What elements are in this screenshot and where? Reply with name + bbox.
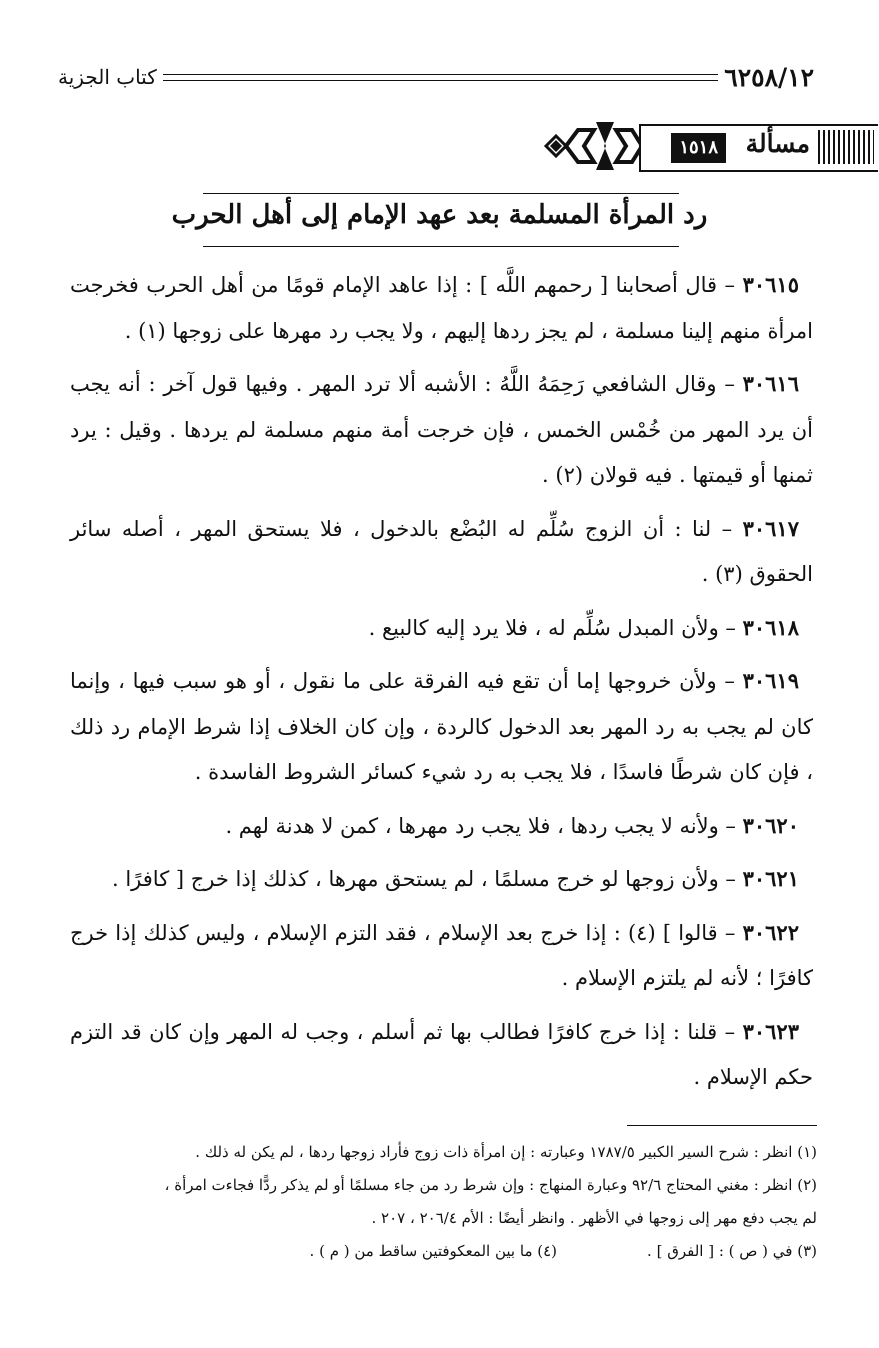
body-text <box>70 262 813 1108</box>
banner-bars <box>818 130 874 164</box>
title-rule-bottom <box>203 246 679 247</box>
paragraph-number: ٣٠٦٢٠ <box>742 812 799 838</box>
footnote-3: (٣) في ( ص ) : [ الفرق ] . <box>647 1242 817 1260</box>
paragraph: ٣٠٦٢٣ – قلنا : إذا خرج كافرًا فطالب بها ثم أسلم ، وجب له المهر وإن كان قد التزم حكم الإسلام . <box>70 1018 813 1089</box>
book-title: كتاب الجزية <box>58 65 157 89</box>
paragraph-number: ٣٠٦١٩ <box>742 668 799 693</box>
paragraph-number: ٣٠٦١٦ <box>742 371 799 396</box>
paragraph-text: ولأن زوجها لو خرج مسلمًا ، لم يستحق مهرها ، كذلك إذا خرج [ كافرًا . <box>111 867 719 891</box>
paragraph-text: قلنا : إذا خرج كافرًا فطالب بها ثم أسلم ، وجب له المهر وإن كان قد التزم حكم الإسلام . <box>70 1019 813 1089</box>
paragraph-number: ٣٠٦١٨ <box>742 614 799 640</box>
paragraph: ٣٠٦١٧ – لنا : أن الزوج سُلِّم له البُضْع بالدخول ، فلا يستحق المهر ، أصله سائر الحقوق (٣) . <box>70 515 813 586</box>
paragraph-text: ولأن خروجها إما أن تقع فيه الفرقة على ما نقول ، أو هو سبب فيها ، وإنما كان لم يجب به رد المهر بعد الدخول كالردة ، وإن كان الخلاف إذا شرط الإمام رد ذلك ، فإن كان شرطًا فاسدًا ، فلا يجب به رد شيء كسائر الشروط الفاسدة . <box>70 669 813 784</box>
paragraph-text: قالوا ] (٤) : إذا خرج بعد الإسلام ، فقد التزم الإسلام ، وليس كذلك إذا خرج كافرًا ؛ لأنه لم يلتزم الإسلام . <box>70 920 813 990</box>
section-title: رد المرأة المسلمة بعد عهد الإمام إلى أهل الحرب <box>171 200 708 230</box>
footnote-2-continued: لم يجب دفع مهر إلى زوجها في الأظهر . وانظر أيضًا : الأم ٢٠٦/٤ ، ٢٠٧ . <box>371 1209 817 1227</box>
masala-label: مسألة <box>745 129 810 158</box>
paragraph-number: ٣٠٦١٥ <box>742 272 799 297</box>
paragraph-text: قال أصحابنا [ رحمهم اللَّه ] : إذا عاهد الإمام قومًا من أهل الحرب فخرجت امرأة منهم إلينا مسلمة ، لم يجز ردها إليهم ، ولا يجب رد مهرها على زوجها (١) . <box>70 273 813 343</box>
paragraph-number: ٣٠٦١٧ <box>742 515 799 541</box>
paragraph-text: وقال الشافعي رَحِمَهُ اللَّهُ : الأشبه ألا ترد المهر . وفيها قول آخر : أنه يجب أن يرد المهر من خُمْس الخمس ، فإن خرجت أمة منهم مسلمة لم يردها . وقيل : يرد ثمنها أو قيمتها . فيه قولان (٢) . <box>70 372 813 487</box>
footnote-4: (٤) ما بين المعكوفتين ساقط من ( م ) . <box>309 1242 558 1260</box>
paragraph: ٣٠٦٢٠ – ولأنه لا يجب ردها ، فلا يجب رد مهرها ، كمن لا هدنة لهم . <box>225 812 799 838</box>
paragraph-number: ٣٠٦٢٢ <box>742 919 799 945</box>
paragraph: ٣٠٦١٥ – قال أصحابنا [ رحمهم اللَّه ] : إذا عاهد الإمام قومًا من أهل الحرب فخرجت امرأة منهم إلينا مسلمة ، لم يجز ردها إليهم ، ولا يجب رد مهرها على زوجها (١) . <box>70 272 813 343</box>
masala-number: ١٥١٨ <box>671 133 726 163</box>
paragraph: ٣٠٦٢١ – ولأن زوجها لو خرج مسلمًا ، لم يستحق مهرها ، كذلك إذا خرج [ كافرًا . <box>111 866 799 891</box>
footnotes <box>68 1136 817 1268</box>
paragraph-number: ٣٠٦٢١ <box>742 866 799 891</box>
footnote-row <box>68 1235 817 1268</box>
running-header <box>58 60 814 94</box>
paragraph-text: ولأن المبدل سُلِّم له ، فلا يرد إليه كالبيع . <box>368 615 719 640</box>
masala-banner <box>544 118 876 174</box>
paragraph-text: ولأنه لا يجب ردها ، فلا يجب رد مهرها ، كمن لا هدنة لهم . <box>225 813 719 838</box>
footnote-1: (١) انظر : شرح السير الكبير ١٧٨٧/٥ وعبارته : إن امرأة ذات زوج فأراد زوجها ردها ، لم يكن له ذلك . <box>195 1143 817 1161</box>
paragraph-number: ٣٠٦٢٣ <box>742 1018 799 1044</box>
paragraph-text: لنا : أن الزوج سُلِّم له البُضْع بالدخول ، فلا يستحق المهر ، أصله سائر الحقوق (٣) . <box>70 516 813 586</box>
paragraph: ٣٠٦٢٢ – قالوا ] (٤) : إذا خرج بعد الإسلام ، فقد التزم الإسلام ، وليس كذلك إذا خرج كافرًا ؛ لأنه لم يلتزم الإسلام . <box>70 919 813 990</box>
paragraph: ٣٠٦١٦ – وقال الشافعي رَحِمَهُ اللَّهُ : الأشبه ألا ترد المهر . وفيها قول آخر : أنه يجب أن يرد المهر من خُمْس الخمس ، فإن خرجت أمة منهم مسلمة لم يردها . وقيل : يرد ثمنها أو قيمتها . فيه قولان (٢) . <box>70 371 813 487</box>
header-rule <box>163 74 719 81</box>
footnote-2: (٢) انظر : مغني المحتاج ٩٢/٦ وعبارة المنهاج : وإن شرط رد من جاء مسلمًا أو لم يذكر ردًّا فجاءت امرأة ، <box>164 1176 817 1194</box>
footnote-rule <box>627 1125 817 1126</box>
paragraph: ٣٠٦١٩ – ولأن خروجها إما أن تقع فيه الفرقة على ما نقول ، أو هو سبب فيها ، وإنما كان لم يجب به رد المهر بعد الدخول كالردة ، وإن كان الخلاف إذا شرط الإمام رد ذلك ، فإن كان شرطًا فاسدًا ، فلا يجب به رد شيء كسائر الشروط الفاسدة . <box>70 668 813 784</box>
title-rule-top <box>203 193 679 194</box>
page-number: ٦٢٥٨/١٢ <box>724 62 814 92</box>
paragraph: ٣٠٦١٨ – ولأن المبدل سُلِّم له ، فلا يرد إليه كالبيع . <box>368 614 799 640</box>
